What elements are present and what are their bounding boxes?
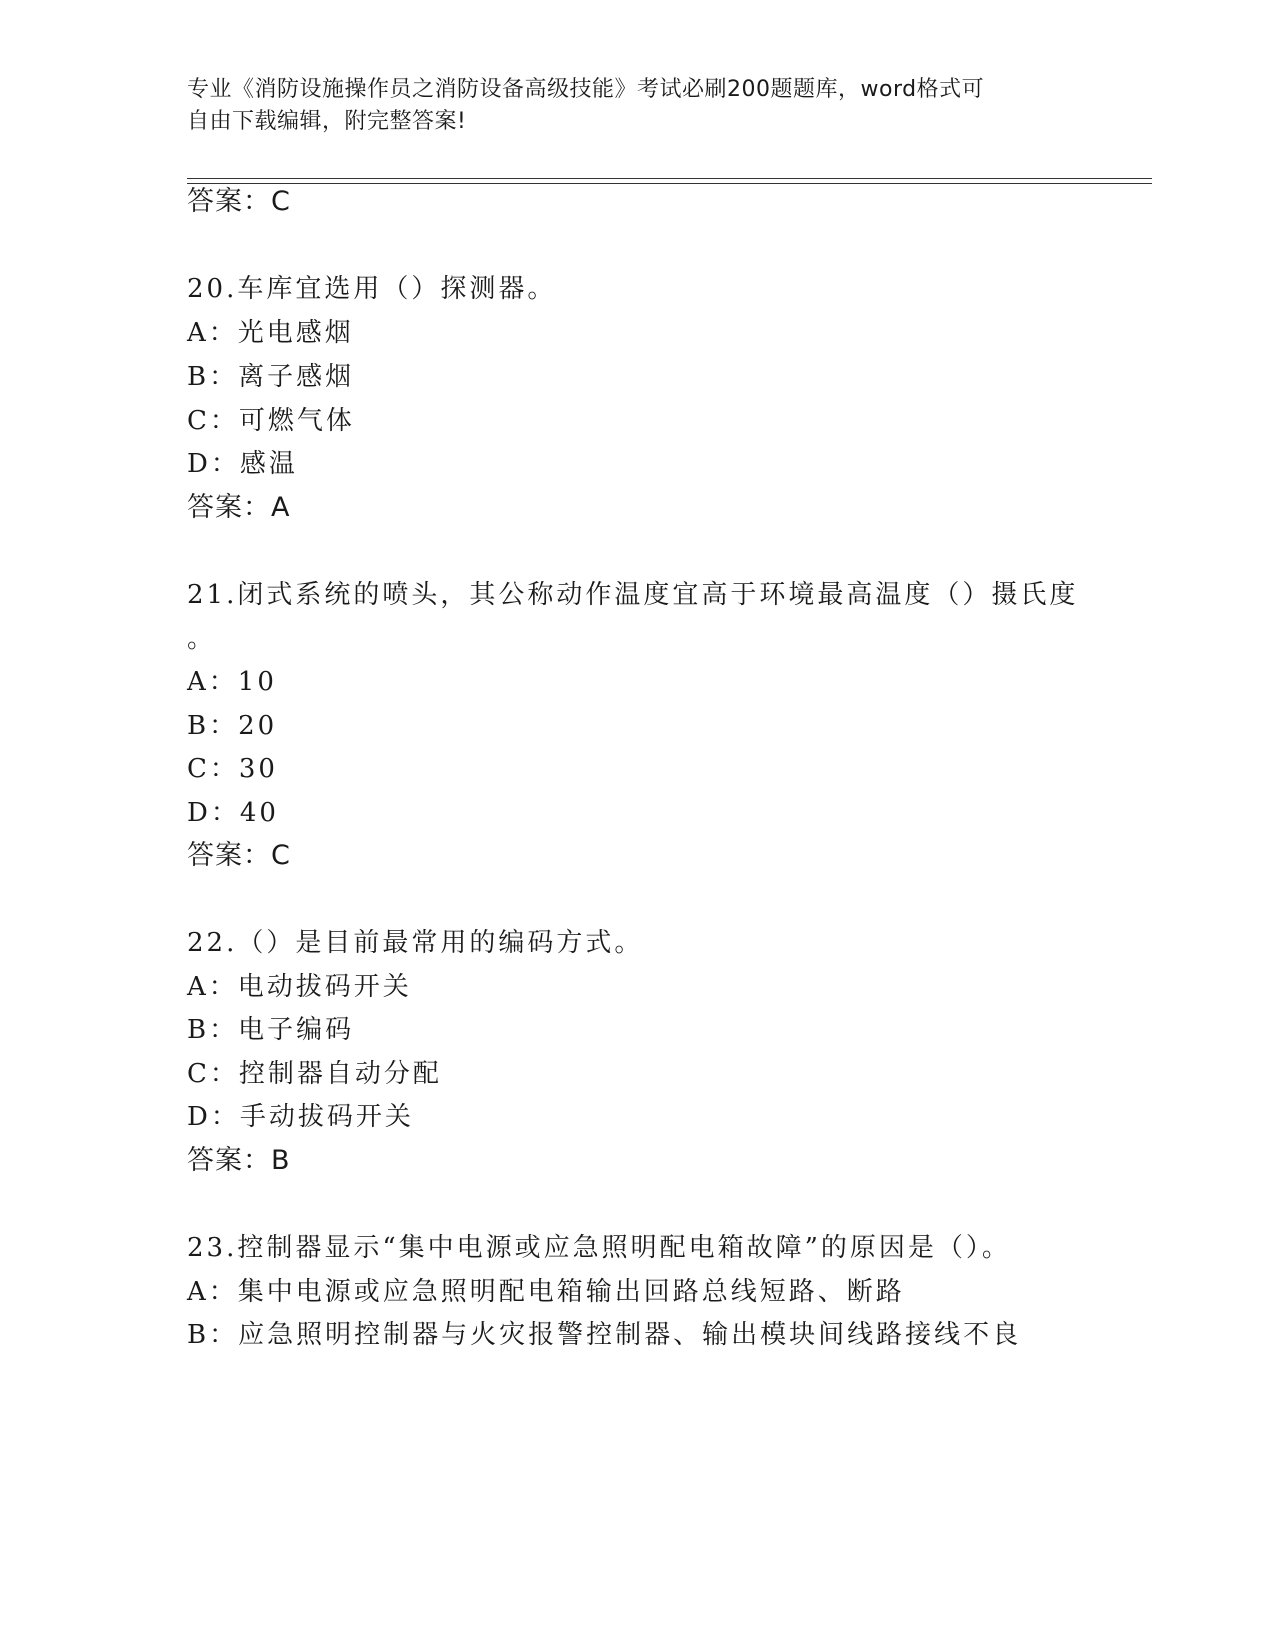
q20-option-c: C：可燃气体 [187, 406, 355, 436]
q20-option-d: D：感温 [187, 449, 298, 479]
q22-option-a: A：电动拔码开关 [187, 972, 412, 1002]
header-line-2: 自由下载编辑，附完整答案! [187, 109, 467, 134]
q21-option-c: C：30 [187, 754, 278, 784]
q20-stem: 20.车库宜选用（）探测器。 [187, 274, 557, 304]
q22-option-c: C：控制器自动分配 [187, 1059, 442, 1089]
q22-option-b: B：电子编码 [187, 1015, 355, 1045]
q21-stem: 21.闭式系统的喷头，其公称动作温度宜高于环境最高温度（）摄氏度 [187, 580, 1079, 610]
q21-answer: 答案：C [187, 840, 291, 871]
q20-answer: 答案：A [187, 492, 291, 523]
q22-stem: 22.（）是目前最常用的编码方式。 [187, 928, 644, 958]
header-rule-bottom [187, 183, 1152, 184]
q20-option-a: A：光电感烟 [187, 318, 354, 348]
q23-option-a: A：集中电源或应急照明配电箱输出回路总线短路、断路 [187, 1277, 905, 1307]
header-line-1: 专业《消防设施操作员之消防设备高级技能》考试必刷200题题库，word格式可 [187, 77, 985, 102]
q21-option-d: D：40 [187, 798, 279, 828]
q20-option-b: B：离子感烟 [187, 362, 355, 392]
q23-stem: 23.控制器显示“集中电源或应急照明配电箱故障”的原因是（）。 [187, 1233, 1011, 1263]
header-rule-top [187, 178, 1152, 179]
q21-option-b: B：20 [187, 711, 278, 741]
q23-option-b: B：应急照明控制器与火灾报警控制器、输出模块间线路接线不良 [187, 1320, 1022, 1350]
prev-answer: 答案：C [187, 186, 291, 217]
q22-option-d: D：手动拔码开关 [187, 1102, 414, 1132]
q22-answer: 答案：B [187, 1145, 291, 1176]
q21-option-a: A：10 [187, 667, 277, 697]
document-header [187, 74, 1067, 138]
q21-stem-continued: 。 [187, 624, 217, 654]
